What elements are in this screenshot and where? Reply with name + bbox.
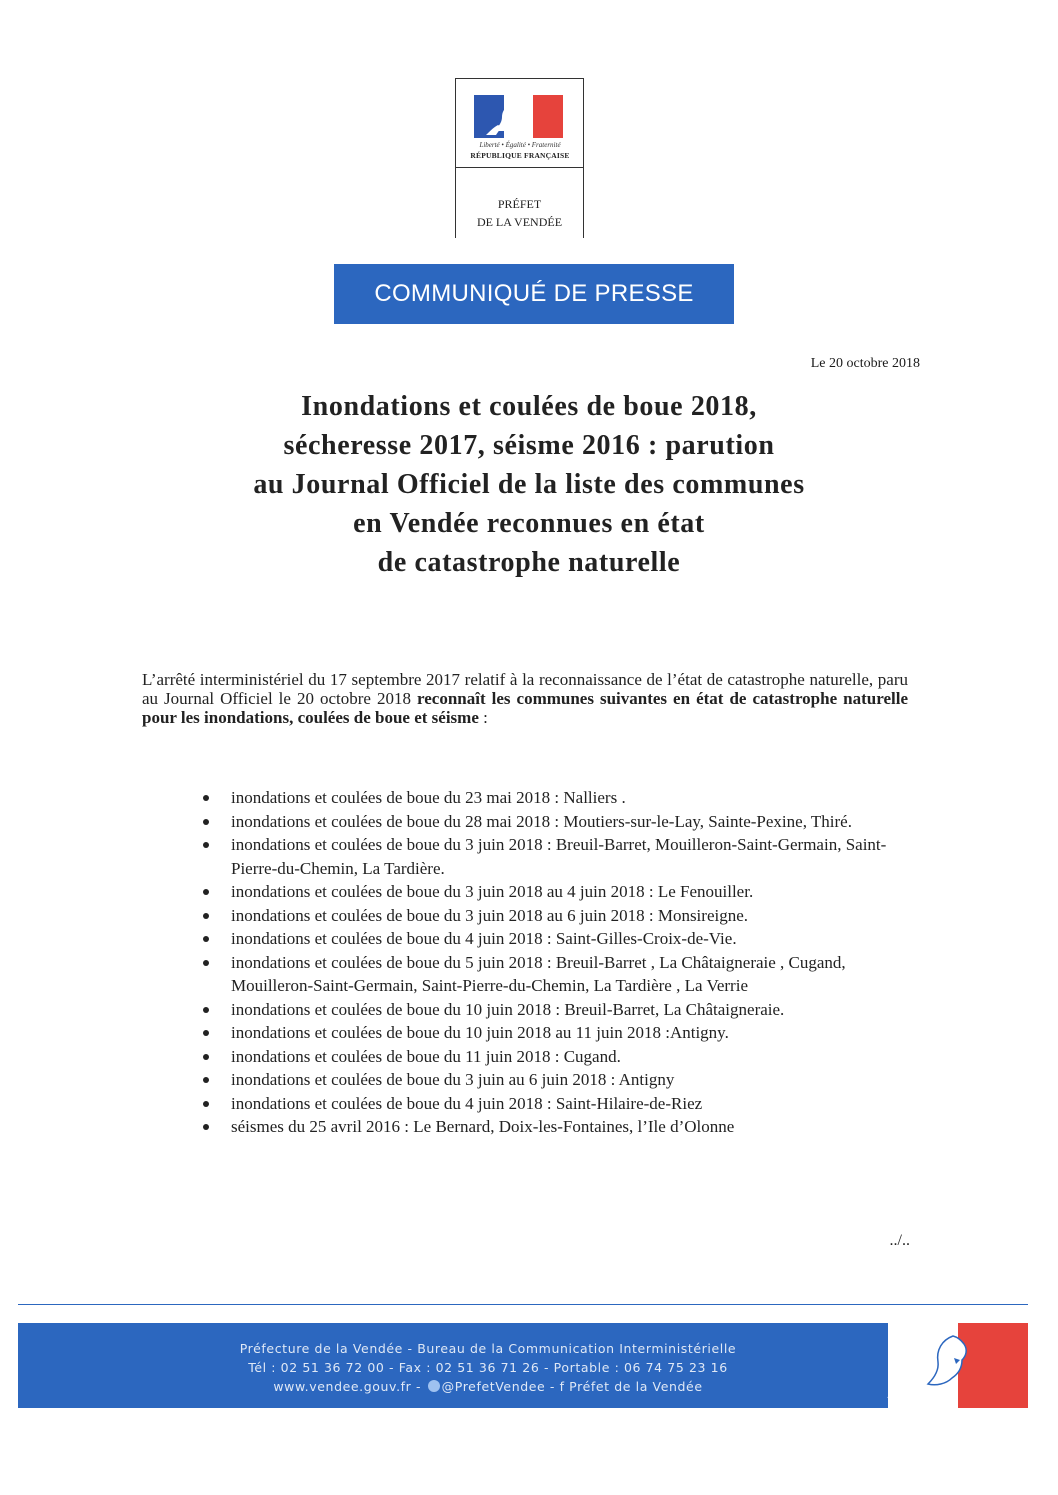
bullet-icon <box>203 889 209 895</box>
list-item-text: inondations et coulées de boue du 3 juin 2018 au 4 juin 2018 : Le Fenouiller. <box>231 882 754 901</box>
footer-contact <box>18 1339 958 1396</box>
footer-divider <box>18 1304 1028 1305</box>
bullet-icon <box>203 960 209 966</box>
list-item <box>200 998 920 1022</box>
list-item-text: séismes du 25 avril 2016 : Le Bernard, Doix-les-Fontaines, l’Ile d’Olonne <box>231 1117 735 1136</box>
bullet-icon <box>203 1007 209 1013</box>
list-item-text: inondations et coulées de boue du 4 juin 2018 : Saint-Gilles-Croix-de-Vie. <box>231 929 737 948</box>
list-item <box>200 833 920 880</box>
bullet-icon <box>203 913 209 919</box>
bullet-icon <box>203 819 209 825</box>
prefet-title <box>456 195 583 231</box>
bullet-icon <box>203 1077 209 1083</box>
bullet-icon <box>203 1030 209 1036</box>
list-item-text: inondations et coulées de boue du 10 juin 2018 : Breuil-Barret, La Châtaigneraie. <box>231 999 785 1019</box>
prefet-line-2: DE LA VENDÉE <box>476 215 563 229</box>
list-item <box>200 1115 920 1139</box>
list-item-text: inondations et coulées de boue du 5 juin 2018 : Breuil-Barret , La Châtaigneraie , Cugand, Mouilleron-Saint-Germain, Saint-Pierre-du-Chemin, La Tardière , La Verrie <box>231 952 846 995</box>
list-item <box>200 951 920 998</box>
footer-line-1: Préfecture de la Vendée - Bureau de la Communication Interministérielle <box>239 1341 737 1356</box>
headline-line: au Journal Officiel de la liste des communes <box>253 469 805 500</box>
bullet-icon <box>203 1101 209 1107</box>
list-item-text: inondations et coulées de boue du 3 juin 2018 : Breuil-Barret, Mouilleron-Saint-Germain, Saint-Pierre-du-Chemin, La Tardière. <box>231 835 887 878</box>
list-item-text: inondations et coulées de boue du 11 juin 2018 : Cugand. <box>231 1046 621 1066</box>
communes-list <box>200 786 920 1139</box>
list-item-text: inondations et coulées de boue du 3 juin 2018 au 6 juin 2018 : Monsireigne. <box>231 905 749 925</box>
bullet-icon <box>203 936 209 942</box>
press-release-banner: COMMUNIQUÉ DE PRESSE <box>334 264 734 324</box>
headline-line: de catastrophe naturelle <box>377 547 681 578</box>
logo-divider <box>456 167 583 168</box>
headline <box>120 387 938 582</box>
list-item <box>200 1068 920 1092</box>
list-item <box>200 1092 920 1116</box>
intro-end: : <box>478 708 488 727</box>
intro-bold-text: reconnaît les communes suivantes en état de catastrophe naturelle pour les inondations, coulées de boue et séisme <box>142 689 908 727</box>
list-item <box>200 786 920 810</box>
prefecture-logo <box>455 78 584 238</box>
marianne-icon <box>484 101 530 138</box>
website-link[interactable]: www.vendee.gouv.fr - <box>273 1379 422 1394</box>
bullet-icon <box>203 795 209 801</box>
continued-marker: ../.. <box>889 1232 910 1249</box>
list-item-text: inondations et coulées de boue du 23 mai 2018 : Nalliers . <box>231 788 626 807</box>
republic-name: RÉPUBLIQUE FRANÇAISE <box>470 151 570 160</box>
intro-paragraph <box>142 670 908 727</box>
headline-line: en Vendée reconnues en état <box>353 508 705 539</box>
list-item <box>200 880 920 904</box>
intro-text: L’arrêté interministériel du 17 septembre 2017 relatif à la reconnaissance de l’état de catastrophe naturelle, paru au Journal Officiel le 20 octobre 2018 <box>142 670 908 708</box>
release-date: Le 20 octobre 2018 <box>810 356 920 371</box>
republic-motto: Liberté • Égalité • Fraternité <box>479 141 561 149</box>
bullet-icon <box>203 1054 209 1060</box>
list-item <box>200 1021 920 1045</box>
headline-line: Inondations et coulées de boue 2018, <box>301 391 757 422</box>
flag-emblem <box>474 95 563 138</box>
footer-line-3 <box>18 1377 958 1396</box>
bullet-icon <box>203 1124 209 1130</box>
bullet-icon <box>203 842 209 848</box>
headline-line: sécheresse 2017, séisme 2016 : parution <box>283 430 775 461</box>
list-item <box>200 927 920 951</box>
list-item-text: inondations et coulées de boue du 28 mai 2018 : Moutiers-sur-le-Lay, Sainte-Pexine, Thiré. <box>231 811 852 831</box>
list-item <box>200 810 920 834</box>
footer-line-2: Tél : 02 51 36 72 00 - Fax : 02 51 36 71 26 - Portable : 06 74 75 23 16 <box>248 1360 728 1375</box>
prefet-line-1: PRÉFET <box>497 197 542 211</box>
twitter-icon <box>428 1380 440 1392</box>
facebook-link[interactable]: f Préfet de la Vendée <box>559 1379 703 1394</box>
list-item <box>200 1045 920 1069</box>
twitter-link[interactable]: @PrefetVendee - <box>441 1379 556 1394</box>
list-item-text: inondations et coulées de boue du 4 juin 2018 : Saint-Hilaire-de-Riez <box>231 1093 703 1113</box>
list-item-text: inondations et coulées de boue du 3 juin au 6 juin 2018 : Antigny <box>231 1070 675 1089</box>
list-item <box>200 904 920 928</box>
footer-banner <box>18 1323 1028 1408</box>
list-item-text: inondations et coulées de boue du 10 juin 2018 au 11 juin 2018 :Antigny. <box>231 1023 729 1042</box>
